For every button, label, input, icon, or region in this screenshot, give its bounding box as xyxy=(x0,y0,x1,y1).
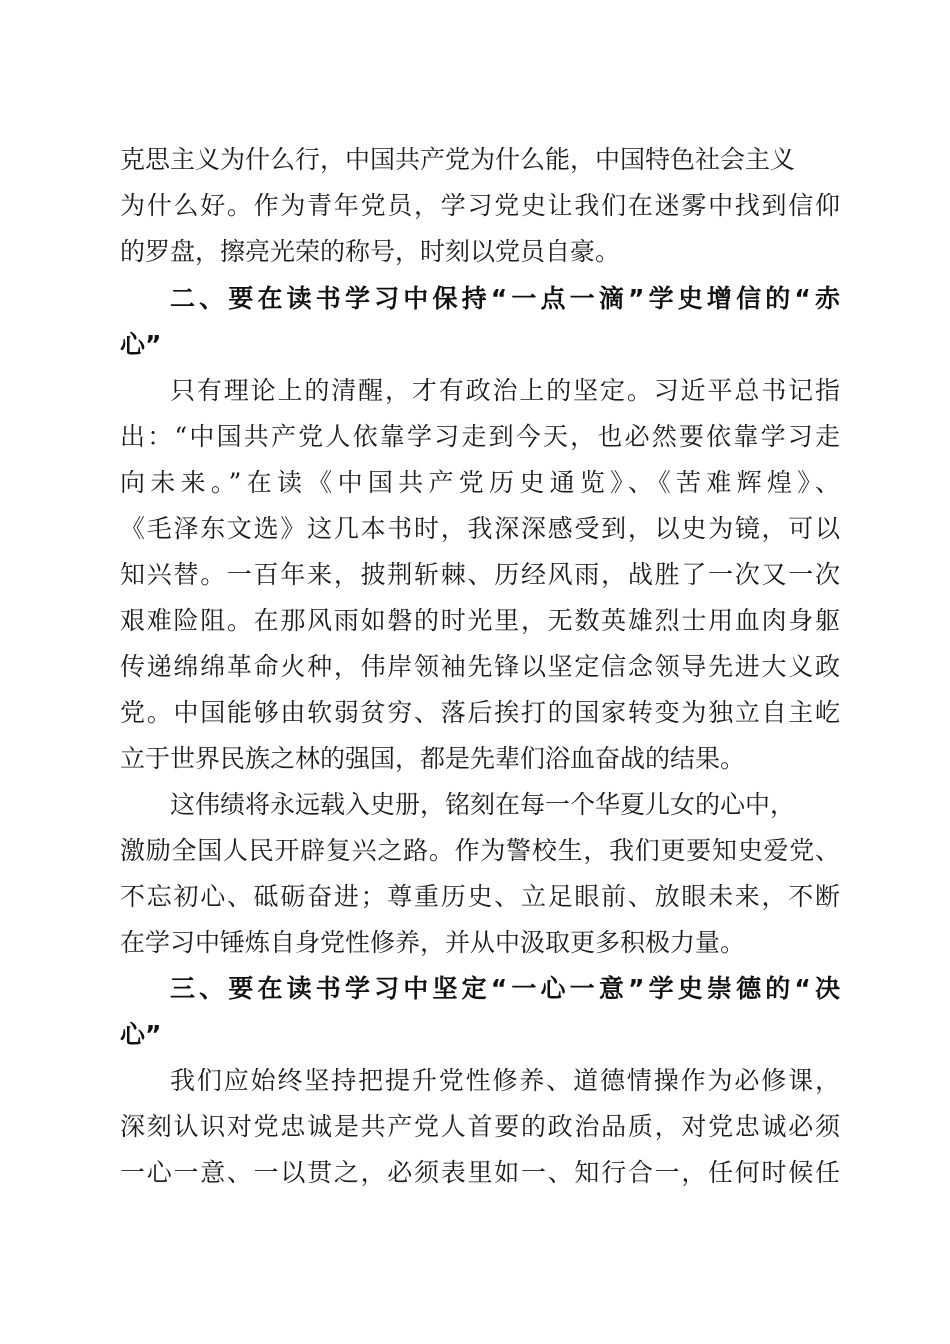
body-text-line: 出：“中国共产党人依靠学习走到今天，也必然要依靠学习走 xyxy=(120,422,840,451)
paragraph-start: 只有理论上的清醒，才有政治上的坚定。习近平总书记指 xyxy=(170,376,840,405)
body-text-line: 一心一意、一以贯之，必须表里如一、知行合一，任何时候任 xyxy=(120,1158,840,1187)
body-text-line: 克思主义为什么行，中国共产党为什么能，中国特色社会主义 xyxy=(120,145,796,174)
body-text-line: 党。中国能够由软弱贫穷、落后挨打的国家转变为独立自主屹 xyxy=(120,698,840,727)
body-text-line: 立于世界民族之林的强国，都是先辈们浴血奋战的结果。 xyxy=(120,744,746,773)
body-text-line: 传递绵绵革命火种，伟岸领袖先锋以坚定信念领导先进大义政 xyxy=(120,652,840,681)
body-text-line: 《毛泽东文选》这几本书时，我深深感受到，以史为镜，可以 xyxy=(120,514,840,543)
body-text-line: 激励全国人民开辟复兴之路。作为警校生，我们更要知史爱党、 xyxy=(120,836,840,865)
body-text-line: 为什么好。作为青年党员，学习党史让我们在迷雾中找到信仰 xyxy=(120,191,840,220)
paragraph-start: 我们应始终坚持把提升党性修养、道德情操作为必修课， xyxy=(170,1066,840,1095)
section-heading-3: 三、要在读书学习中坚定“一心一意”学史崇德的“决 xyxy=(170,974,840,1003)
paragraph-start: 这伟绩将永远载入史册，铭刻在每一个华夏儿女的心中， xyxy=(170,790,796,819)
body-text-line: 向未来。”在读《中国共产党历史通览》、《苦难辉煌》、 xyxy=(120,468,840,497)
body-text-line: 深刻认识对党忠诚是共产党人首要的政治品质，对党忠诚必须 xyxy=(120,1112,840,1141)
section-heading-2-continuation: 心” xyxy=(120,330,162,359)
body-text-line: 不忘初心、砥砺奋进；尊重历史、立足眼前、放眼未来，不断 xyxy=(120,882,840,911)
section-heading-2: 二、要在读书学习中保持“一点一滴”学史增信的“赤 xyxy=(170,284,840,313)
body-text-line: 在学习中锤炼自身党性修养，并从中汲取更多积极力量。 xyxy=(120,928,746,957)
section-heading-3-continuation: 心” xyxy=(120,1020,162,1049)
body-text-line: 的罗盘，擦亮光荣的称号，时刻以党员自豪。 xyxy=(120,237,621,266)
body-text-line: 艰难险阻。在那风雨如磐的时光里，无数英雄烈士用血肉身躯 xyxy=(120,606,840,635)
body-text-line: 知兴替。一百年来，披荆斩棘、历经风雨，战胜了一次又一次 xyxy=(120,560,840,589)
